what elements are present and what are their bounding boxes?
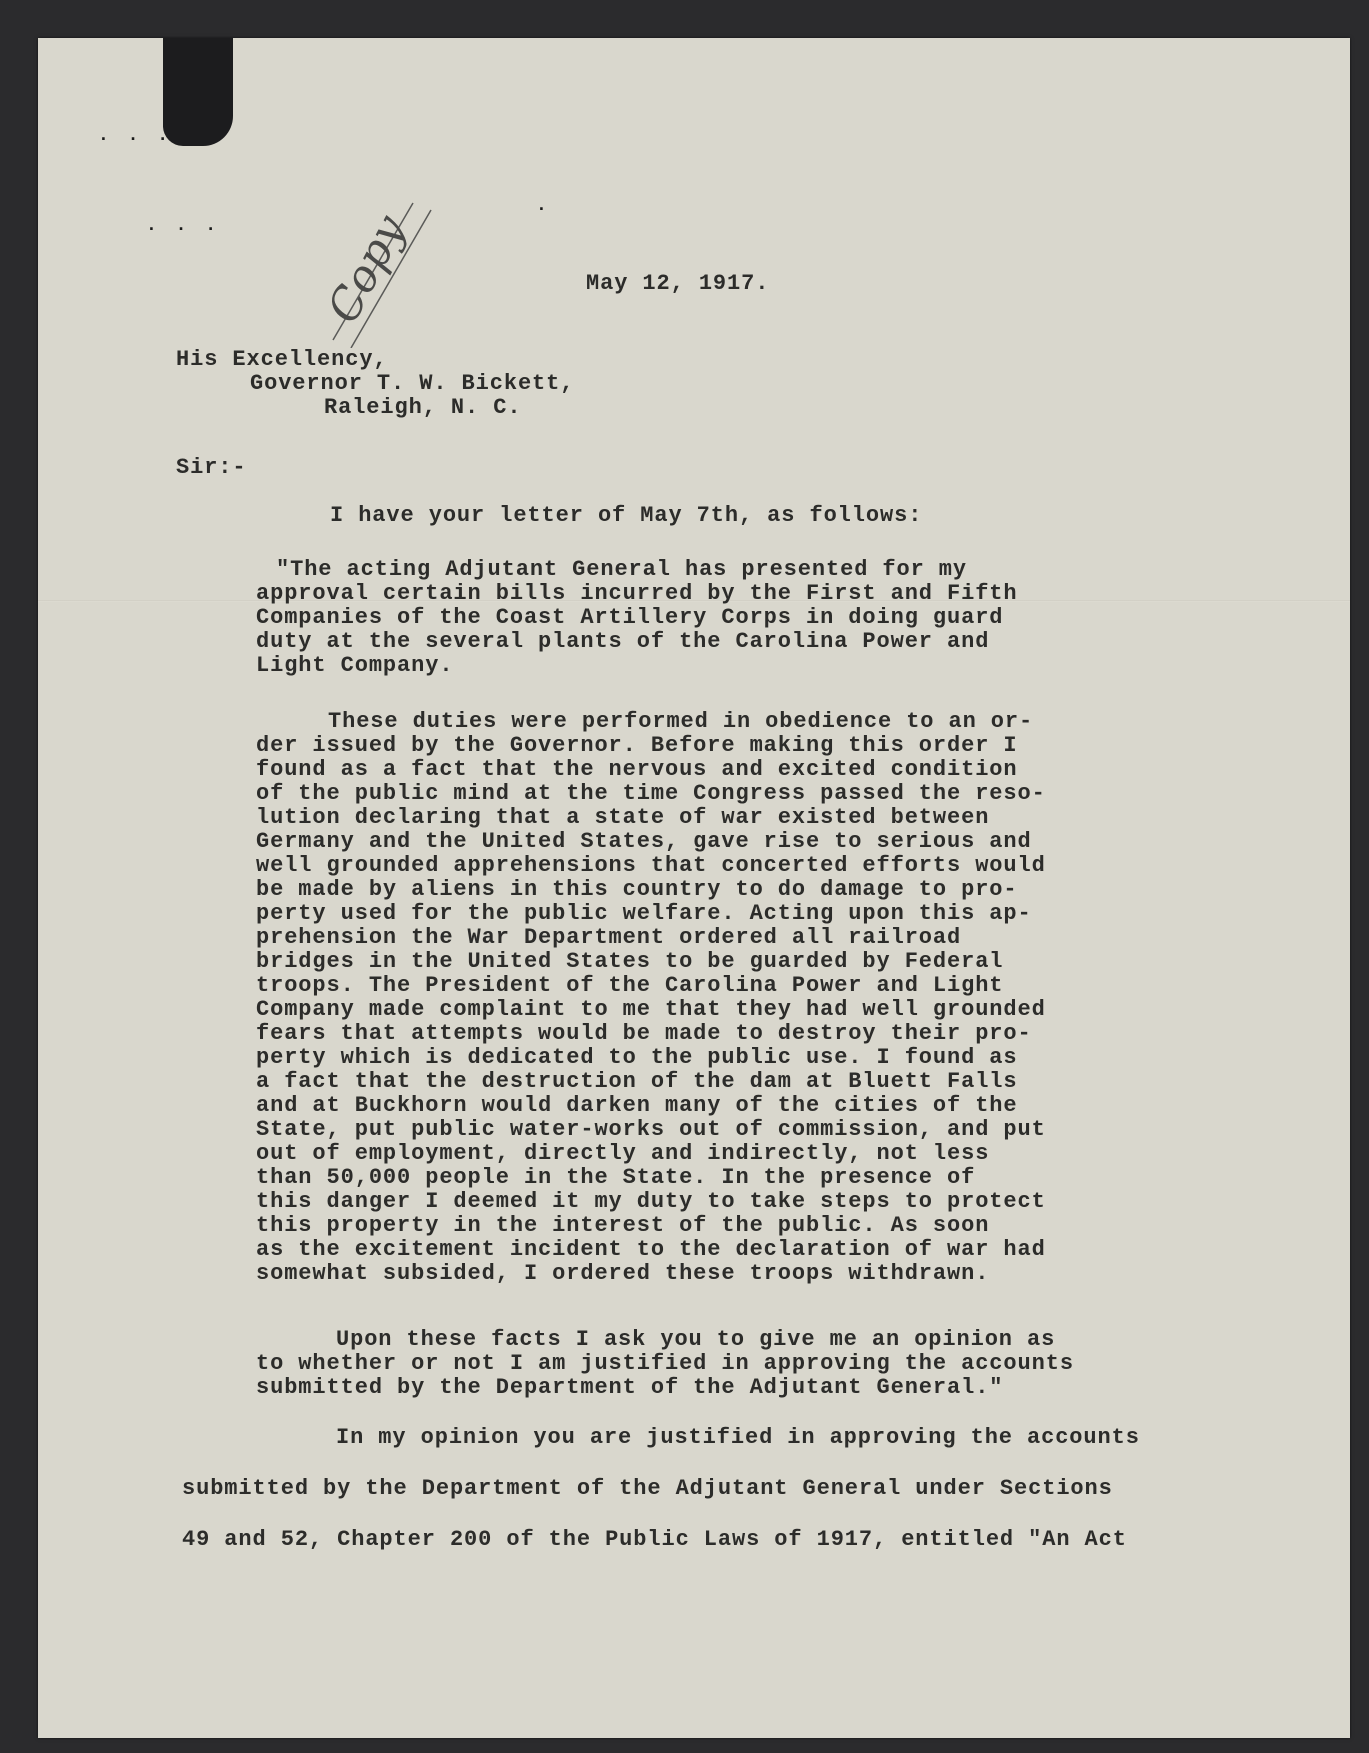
quote-line: a fact that the destruction of the dam at Bluett Falls bbox=[256, 1069, 1018, 1094]
quote-line: Germany and the United States, gave rise to serious and bbox=[256, 829, 1032, 854]
quote-line: than 50,000 people in the State. In the presence of bbox=[256, 1165, 976, 1190]
handwritten-copy-mark bbox=[313, 198, 473, 348]
quote-line: fears that attempts would be made to destroy their pro- bbox=[256, 1021, 1032, 1046]
response-line: In my opinion you are justified in approving the accounts bbox=[336, 1425, 1140, 1450]
quote-line: bridges in the United States to be guarded by Federal bbox=[256, 949, 1004, 974]
response-line: submitted by the Department of the Adjutant General under Sections bbox=[182, 1476, 1113, 1501]
intro-line: I have your letter of May 7th, as follows: bbox=[330, 503, 923, 528]
quote-line: found as a fact that the nervous and excited condition bbox=[256, 757, 1018, 782]
quote-line: troops. The President of the Carolina Power and Light bbox=[256, 973, 1004, 998]
quote-line: of the public mind at the time Congress passed the reso- bbox=[256, 781, 1046, 806]
quote-line: Upon these facts I ask you to give me an opinion as bbox=[336, 1327, 1056, 1352]
quote-line: to whether or not I am justified in approving the accounts bbox=[256, 1351, 1074, 1376]
quote-line: "The acting Adjutant General has presented for my bbox=[276, 557, 968, 582]
punch-marks-middle: . . . bbox=[146, 216, 221, 236]
quote-line: Light Company. bbox=[256, 653, 454, 678]
punch-marks-top: . . . bbox=[98, 126, 173, 146]
quote-line: be made by aliens in this country to do damage to pro- bbox=[256, 877, 1018, 902]
quote-line: well grounded apprehensions that concerted efforts would bbox=[256, 853, 1046, 878]
salutation: Sir:- bbox=[176, 455, 247, 480]
quote-line: as the excitement incident to the declaration of war had bbox=[256, 1237, 1046, 1262]
quote-line: Companies of the Coast Artillery Corps in doing guard bbox=[256, 605, 1004, 630]
quote-line: perty which is dedicated to the public use. I found as bbox=[256, 1045, 1018, 1070]
quote-line: prehension the War Department ordered all railroad bbox=[256, 925, 962, 950]
quote-line: this danger I deemed it my duty to take steps to protect bbox=[256, 1189, 1046, 1214]
quote-line: lution declaring that a state of war existed between bbox=[256, 805, 990, 830]
quote-line: submitted by the Department of the Adjutant General." bbox=[256, 1375, 1004, 1400]
quote-line: somewhat subsided, I ordered these troops withdrawn. bbox=[256, 1261, 990, 1286]
quote-line: out of employment, directly and indirectly, not less bbox=[256, 1141, 990, 1166]
quote-line: this property in the interest of the public. As soon bbox=[256, 1213, 990, 1238]
letter-page bbox=[38, 38, 1350, 1738]
quote-line: approval certain bills incurred by the First and Fifth bbox=[256, 581, 1018, 606]
address-line: Governor T. W. Bickett, bbox=[250, 371, 575, 396]
letter-date: May 12, 1917. bbox=[586, 271, 770, 296]
quote-line: Company made complaint to me that they had well grounded bbox=[256, 997, 1046, 1022]
response-line: 49 and 52, Chapter 200 of the Public Laws of 1917, entitled "An Act bbox=[182, 1527, 1127, 1552]
quote-line: State, put public water-works out of commission, and put bbox=[256, 1117, 1046, 1142]
stray-dot: . bbox=[536, 196, 551, 216]
address-line: Raleigh, N. C. bbox=[324, 395, 522, 420]
quote-line: and at Buckhorn would darken many of the cities of the bbox=[256, 1093, 1018, 1118]
quote-line: duty at the several plants of the Carolina Power and bbox=[256, 629, 990, 654]
quote-line: These duties were performed in obedience to an or- bbox=[328, 709, 1034, 734]
quote-line: der issued by the Governor. Before making this order I bbox=[256, 733, 1018, 758]
copy-mark-text: Copy bbox=[317, 207, 416, 332]
address-line: His Excellency, bbox=[176, 347, 388, 372]
quote-line: perty used for the public welfare. Acting upon this ap- bbox=[256, 901, 1032, 926]
torn-corner bbox=[163, 38, 233, 146]
